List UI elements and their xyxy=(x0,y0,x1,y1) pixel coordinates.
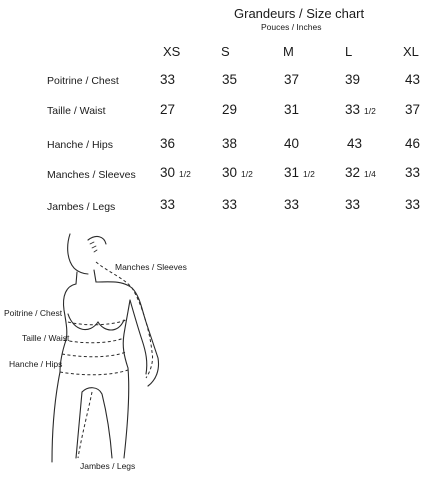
row-label-legs: Jambes / Legs xyxy=(47,201,116,213)
cell-sleeves-m: 31 1/2 xyxy=(284,165,315,180)
row-label-sleeves: Manches / Sleeves xyxy=(47,169,136,181)
body-outline-illustration xyxy=(0,222,210,480)
cell-chest-xl: 43 xyxy=(405,72,421,87)
cell-hips-xl: 46 xyxy=(405,136,421,151)
chart-subtitle: Pouces / Inches xyxy=(261,22,322,32)
cell-hips-m: 40 xyxy=(284,136,300,151)
hips-lower-measure-line xyxy=(60,370,128,375)
hips-measure-line xyxy=(62,352,126,357)
cell-waist-s: 29 xyxy=(222,102,238,117)
row-label-waist: Taille / Waist xyxy=(47,105,106,117)
size-header-m: M xyxy=(283,44,294,59)
cell-hips-s: 38 xyxy=(222,136,238,151)
size-header-s: S xyxy=(221,44,230,59)
figure-label-hips: Hanche / Hips xyxy=(9,359,63,369)
cell-chest-s: 35 xyxy=(222,72,238,87)
cell-legs-xl: 33 xyxy=(405,197,421,212)
chart-title: Grandeurs / Size chart xyxy=(234,6,365,21)
size-header-xl: XL xyxy=(403,44,419,59)
cell-hips-l: 43 xyxy=(347,136,363,151)
cell-sleeves-l: 32 1/4 xyxy=(345,165,376,180)
legs-measure-line xyxy=(78,392,92,458)
cell-chest-m: 37 xyxy=(284,72,300,87)
row-label-hips: Hanche / Hips xyxy=(47,139,113,151)
cell-sleeves-xl: 33 xyxy=(405,165,421,180)
cell-hips-xs: 36 xyxy=(160,136,176,151)
figure-label-sleeves: Manches / Sleeves xyxy=(115,262,187,272)
cell-waist-m: 31 xyxy=(284,102,300,117)
head-outline xyxy=(68,234,88,274)
figure-label-chest: Poitrine / Chest xyxy=(4,308,63,318)
cell-legs-s: 33 xyxy=(222,197,238,212)
cell-sleeves-xs: 30 1/2 xyxy=(160,165,191,180)
waist-measure-line xyxy=(64,338,124,343)
cell-legs-m: 33 xyxy=(284,197,300,212)
size-header-xs: XS xyxy=(163,44,181,59)
cell-waist-xs: 27 xyxy=(160,102,176,117)
cell-legs-l: 33 xyxy=(345,197,361,212)
size-header-l: L xyxy=(345,44,353,59)
figure-label-legs: Jambes / Legs xyxy=(80,461,136,471)
cell-chest-xs: 33 xyxy=(160,72,176,87)
cell-legs-xs: 33 xyxy=(160,197,176,212)
figure-label-waist: Taille / Waist xyxy=(22,333,70,343)
measurement-figure xyxy=(0,222,210,480)
cell-chest-l: 39 xyxy=(345,72,361,87)
row-label-chest: Poitrine / Chest xyxy=(47,75,119,87)
cell-waist-xl: 37 xyxy=(405,102,421,117)
cell-waist-l: 33 1/2 xyxy=(345,102,376,117)
cell-sleeves-s: 30 1/2 xyxy=(222,165,253,180)
